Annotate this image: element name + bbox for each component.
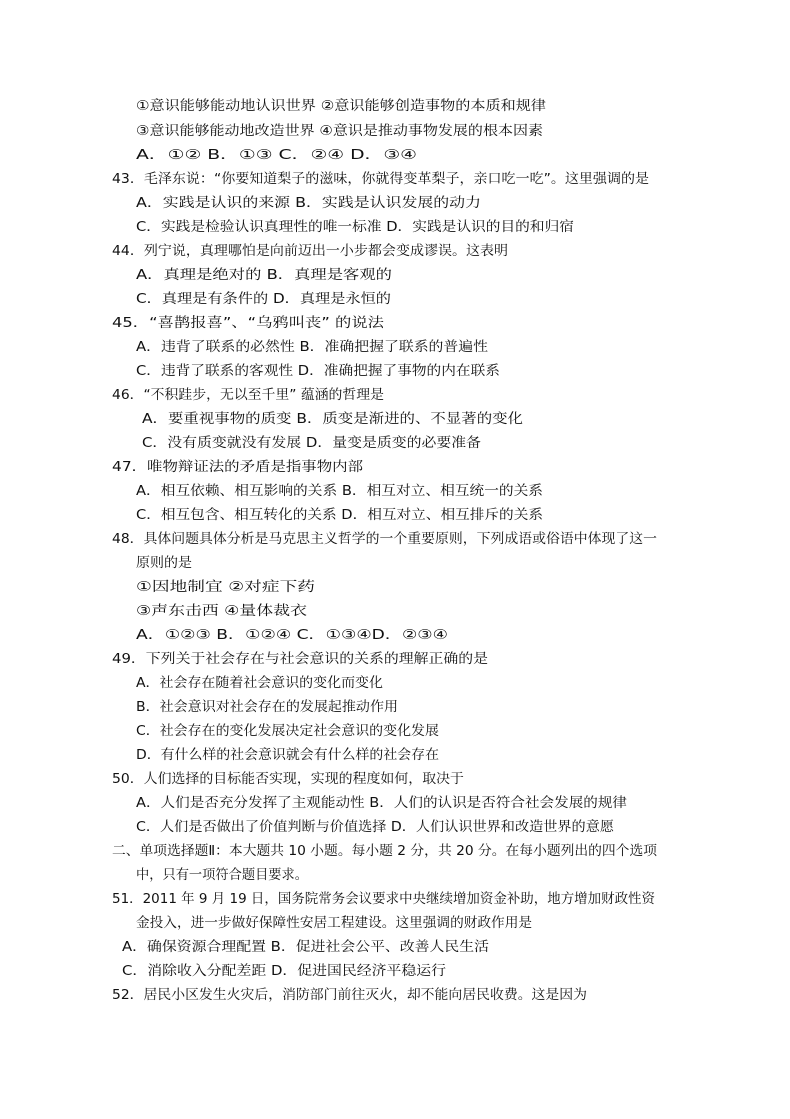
text-line	[136, 746, 439, 764]
line-text: 51．2011 年 9 月 19 日，国务院常务会议要求中央继续增加资金补助，地方增加财政性资	[112, 891, 655, 907]
text-line	[142, 434, 481, 452]
text-line	[136, 97, 546, 115]
line-text: 44．列宁说，真理哪怕是向前迈出一小步都会变成谬误。这表明	[112, 243, 509, 259]
line-text: B．社会意识对社会存在的发展起推动作用	[136, 699, 398, 715]
line-text: D．有什么样的社会意识就会有什么样的社会存在	[136, 747, 439, 763]
text-line	[136, 194, 482, 212]
text-line	[112, 314, 384, 332]
text-line	[122, 962, 447, 980]
text-line	[112, 890, 656, 908]
line-text: A．①②③ B．①②④ C．①③④D．②③④	[136, 627, 448, 643]
line-text: 50．人们选择的目标能否实现，实现的程度如何，取决于	[112, 771, 465, 787]
line-text: C．真理是有条件的 D．真理是永恒的	[136, 291, 391, 307]
text-line	[136, 146, 417, 164]
line-text: C．社会存在的变化发展决定社会意识的变化发展	[136, 723, 439, 739]
text-line	[142, 410, 523, 428]
text-line	[136, 794, 627, 812]
text-line	[136, 362, 501, 380]
line-text: 45．“喜鹊报喜”、“乌鸦叫丧” 的说法	[112, 315, 384, 331]
text-line	[112, 986, 587, 1004]
line-text: A．①② B．①③ C．②④ D．③④	[136, 147, 417, 163]
text-line	[136, 818, 614, 836]
text-line	[136, 578, 315, 596]
line-text: 二、单项选择题Ⅱ：本大题共 10 小题。每小题 2 分，共 20 分。在每小题列出的四个选项	[112, 843, 657, 859]
line-text: C．消除收入分配差距 D．促进国民经济平稳运行	[122, 963, 447, 979]
line-text: 原则的是	[136, 555, 192, 571]
text-line	[136, 338, 488, 356]
line-text: 中，只有一项符合题目要求。	[136, 867, 308, 883]
text-line	[136, 266, 392, 284]
text-line	[136, 290, 391, 308]
line-text: ③声东击西 ④量体裁衣	[136, 603, 307, 619]
line-text: 52．居民小区发生火灾后，消防部门前往灭火，却不能向居民收费。这是因为	[112, 987, 587, 1003]
text-line	[136, 482, 543, 500]
text-line	[136, 218, 574, 236]
line-text: A．社会存在随着社会意识的变化而变化	[136, 675, 383, 691]
line-text: C．没有质变就没有发展 D．量变是质变的必要准备	[142, 435, 481, 451]
text-line	[112, 386, 384, 404]
line-text: 47．唯物辩证法的矛盾是指事物内部	[112, 459, 363, 475]
text-line	[136, 914, 532, 932]
line-text: C．违背了联系的客观性 D．准确把握了事物的内在联系	[136, 363, 501, 379]
line-text: A．要重视事物的质变 B．质变是渐进的、不显著的变化	[142, 411, 523, 427]
text-line	[136, 602, 307, 620]
text-line	[136, 722, 439, 740]
line-text: ①意识能够能动地认识世界 ②意识能够创造事物的本质和规律	[136, 98, 546, 114]
text-line	[112, 770, 465, 788]
section-heading	[112, 842, 657, 860]
text-line	[136, 674, 383, 692]
text-line	[112, 170, 649, 188]
line-text: C．人们是否做出了价值判断与价值选择 D．人们认识世界和改造世界的意愿	[136, 819, 614, 835]
line-text: 46．“不积跬步，无以至千里” 蕴涵的哲理是	[112, 387, 384, 403]
line-text: 48．具体问题具体分析是马克思主义哲学的一个重要原则，下列成语或俗语中体现了这一	[112, 531, 657, 547]
line-text: ①因地制宜 ②对症下药	[136, 579, 315, 595]
line-text: A．真理是绝对的 B．真理是客观的	[136, 267, 392, 283]
text-line	[112, 650, 488, 668]
text-line	[112, 458, 363, 476]
text-line	[122, 938, 489, 956]
line-text: A．违背了联系的必然性 B．准确把握了联系的普遍性	[136, 339, 488, 355]
text-line	[136, 866, 312, 884]
text-line	[136, 626, 448, 644]
line-text: A．确保资源合理配置 B．促进社会公平、改善人民生活	[122, 939, 489, 955]
line-text: A．实践是认识的来源 B．实践是认识发展的动力	[136, 195, 482, 211]
text-line	[136, 554, 190, 572]
line-text: 43．毛泽东说：“你要知道梨子的滋味，你就得变革梨子，亲口吃一吃”。这里强调的是	[112, 171, 649, 187]
text-line	[136, 122, 543, 140]
line-text: 金投入，进一步做好保障性安居工程建设。这里强调的财政作用是	[136, 915, 532, 931]
text-line	[136, 506, 543, 524]
line-text: ③意识能够能动地改造世界 ④意识是推动事物发展的根本因素	[136, 123, 543, 139]
line-text: C．实践是检验认识真理性的唯一标准 D．实践是认识的目的和归宿	[136, 219, 574, 235]
text-line	[112, 242, 509, 260]
text-line	[136, 698, 398, 716]
line-text: A．人们是否充分发挥了主观能动性 B．人们的认识是否符合社会发展的规律	[136, 795, 627, 811]
line-text: A．相互依赖、相互影响的关系 B．相互对立、相互统一的关系	[136, 483, 543, 499]
line-text: 49．下列关于社会存在与社会意识的关系的理解正确的是	[112, 651, 488, 667]
text-line	[112, 530, 657, 548]
line-text: C．相互包含、相互转化的关系 D．相互对立、相互排斥的关系	[136, 507, 543, 523]
